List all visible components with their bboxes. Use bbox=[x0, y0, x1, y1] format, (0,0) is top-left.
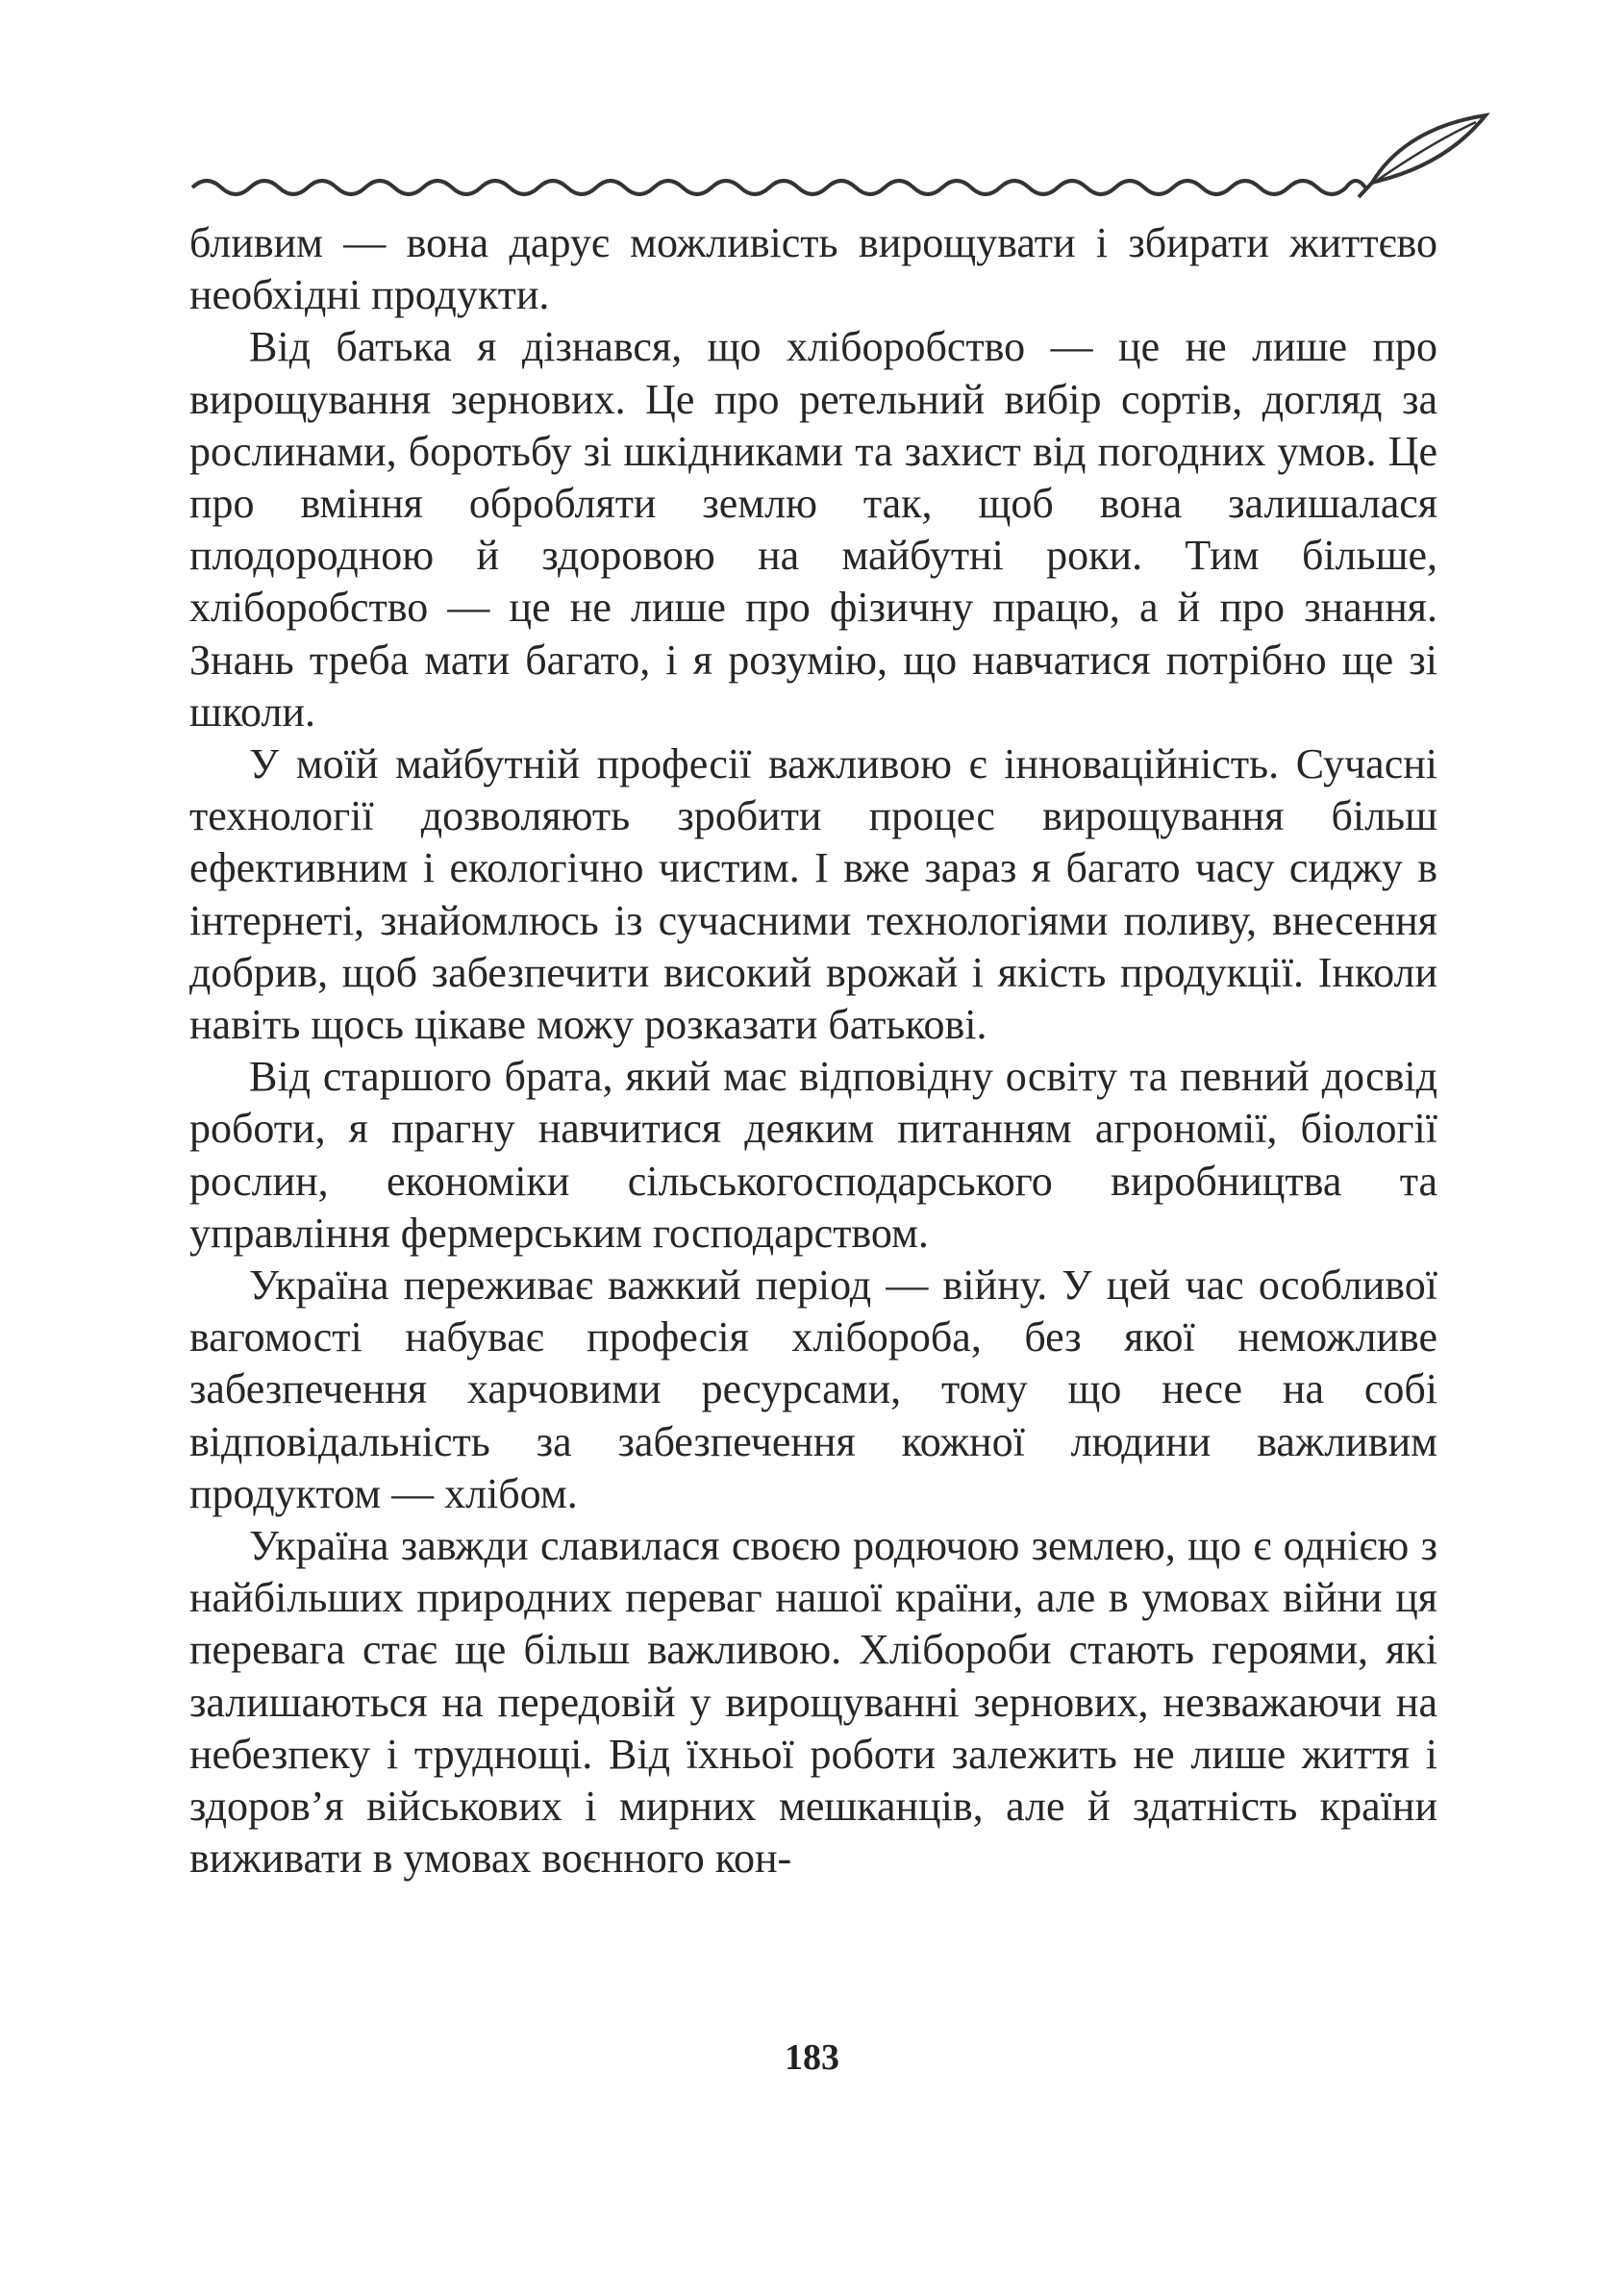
body-text bbox=[189, 217, 1437, 1885]
header-svg bbox=[187, 111, 1495, 202]
wavy-line-icon bbox=[192, 181, 1365, 194]
paragraph: Україна переживає важкий період — війну. У цей час особливої вагомості набуває професія хлібороба, без якої неможливе забезпечення харчовими ресурсами, тому що несе на собі відповідальність за забезпечення кожної людини важливим продуктом — хлібом. bbox=[189, 1261, 1437, 1517]
page-header-ornament bbox=[187, 111, 1495, 202]
paragraph: У моїй майбутній професії важливою є інноваційність. Сучасні технології дозволяють зробити процес вирощування більш ефективним і екологічно чистим. І вже зараз я багато часу сиджу в інтернеті, знайомлюсь із сучасними технологіями поливу, внесення добрив, щоб забезпечити високий врожай і якість продукції. Інколи навіть щось цікаве можу розказати батькові. bbox=[189, 740, 1437, 1049]
paragraph-continued: бливим — вона дарує можливість вирощувати і збирати життєво необхідні продукти. bbox=[189, 219, 1437, 319]
paragraph: Від старшого брата, який має відповідну освіту та певний досвід роботи, я прагну навчитися деяким питанням агрономії, біології рослин, економіки сільськогосподарського виробництва та управління фермерським господарством. bbox=[189, 1053, 1437, 1257]
page-number: 183 bbox=[785, 2037, 839, 2078]
feather-quill-icon bbox=[1359, 115, 1486, 197]
paragraph: Україна завжди славилася своєю родючою землею, що є однією з найбільших природних переваг нашої країни, але в умовах війни ця перевага стає ще більш важливою. Хлібороби стають героями, які залишаються на передовій у вирощуванні зернових, незважаючи на небезпеку і труднощі. Від їхньої роботи залежить не лише життя і здоров’я військових і мирних мешканців, але й здатність країни виживати в умовах воєнного кон- bbox=[189, 1522, 1437, 1883]
paragraph: Від батька я дізнався, що хліборобство — це не лише про вирощування зернових. Це про ретельний вибір сортів, догляд за рослинами, боротьбу зі шкідниками та захист від погодних умов. Це про вміння обробляти землю так, щоб вона залишалася плодородною й здоровою на майбутні роки. Тим більше, хліборобство — це не лише про фізичну працю, а й про знання. Знань треба мати багато, і я розумію, що навчатися потрібно ще зі школи. bbox=[189, 323, 1437, 736]
